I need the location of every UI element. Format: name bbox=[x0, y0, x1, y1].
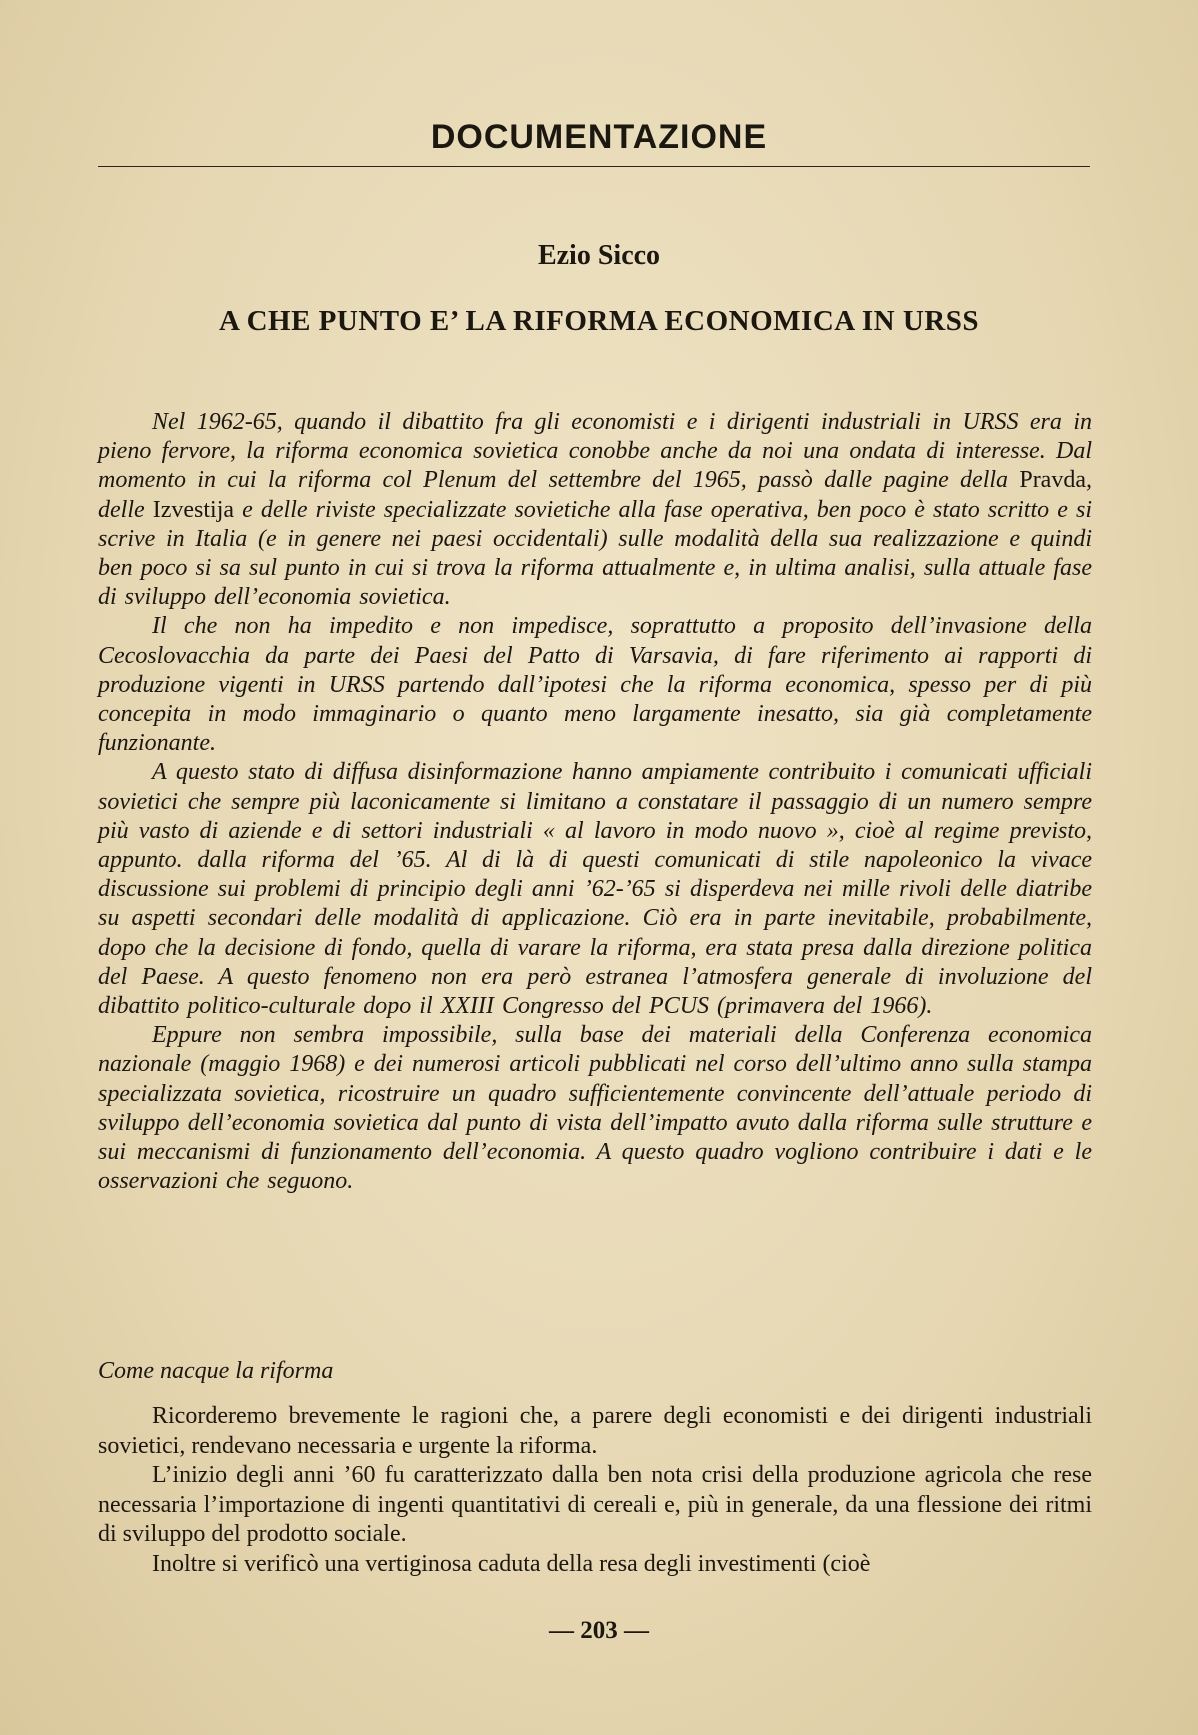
page-number: — 203 — bbox=[549, 1617, 649, 1644]
section-heading: DOCUMENTAZIONE bbox=[430, 118, 768, 156]
intro-text-run: Nel 1962-65, quando il dibattito fra gli economisti e i dirigenti industriali in URSS era in pieno fervore, la riforma economica sovietica conobbe anche da noi una ondata di interesse. Dal momento in cui la riforma col Plenum del settembre del 1965, passò dalle pagine della bbox=[98, 409, 1092, 494]
subsection-heading: Come nacque la riforma bbox=[98, 1358, 334, 1384]
main-text bbox=[98, 1402, 1092, 1579]
newspaper-name: Pravda bbox=[1019, 467, 1086, 494]
intro-text-run: e delle riviste specializzate sovietiche alla fase operativa, ben poco è stato scritto e si scrive in Italia (e in genere nei paesi occidentali) sulle modalità della sua realizzazione e quindi ben poco si sa sul punto in cui si trova la riforma attualmente e, in ultima analisi, sulla attuale fase di sviluppo dell’economia sovietica. bbox=[98, 496, 1092, 611]
intro-paragraph: A questo stato di diffusa disinformazione hanno ampiamente contribuito i comunicati ufficiali sovietici che sempre più laconicamente si limitano a constatare il passaggio di un numero sempre più vasto di aziende e di settori industriali « al lavoro in modo nuovo », cioè al regime previsto, appunto. dalla riforma del ’65. Al di là di questi comunicati di stile napoleonico la vivace discussione sui problemi di principio degli anni ’62-’65 si disperdeva nei mille rivoli delle diatribe su aspetti secondari delle modalità di applicazione. Ciò era in parte inevitabile, probabilmente, dopo che la decisione di fondo, quella di varare la riforma, era stata presa dalla direzione politica del Paese. A questo fenomeno non era però estranea l’atmosfera generale di involuzione del dibattito politico-culturale dopo il XXIII Congresso del PCUS (primavera del 1966). bbox=[98, 759, 1092, 1020]
article-title: A CHE PUNTO E’ LA RIFORMA ECONOMICA IN URSS bbox=[218, 305, 979, 337]
intro-paragraph: Il che non ha impedito e non impedisce, soprattutto a proposito dell’invasione della Cecoslovacchia da parte dei Paesi del Patto di Varsavia, di fare riferimento ai rapporti di produzione vigenti in URSS partendo dall’ipotesi che la riforma economica, spesso per di più concepita in modo immaginario o quanto meno largamente inesatto, sia già completamente funzionante. bbox=[98, 613, 1092, 757]
article-author: Ezio Sicco bbox=[537, 240, 661, 271]
intro-text bbox=[98, 408, 1092, 1196]
body-paragraph: Inoltre si verificò una vertiginosa caduta della resa degli investimenti (cioè bbox=[152, 1550, 871, 1577]
newspaper-name: Izvestija bbox=[152, 496, 235, 523]
header-rule bbox=[98, 166, 1090, 167]
body-paragraph: Ricorderemo brevemente le ragioni che, a parere degli economisti e dei dirigenti industriali sovietici, rendevano necessaria e urgente la riforma. bbox=[98, 1403, 1092, 1459]
intro-paragraph: Eppure non sembra impossibile, sulla base dei materiali della Conferenza economica nazionale (maggio 1968) e dei numerosi articoli pubblicati nel corso dell’ultimo anno sulla stampa specializzata sovietica, ricostruire un quadro sufficientemente convincente dell’attuale periodo di sviluppo dell’economia sovietica dal punto di vista dell’impatto avuto dalla riforma sulle strutture e sui meccanismi di funzionamento dell’economia. A questo quadro vogliono contribuire i dati e le osservazioni che seguono. bbox=[98, 1022, 1092, 1195]
body-paragraph: L’inizio degli anni ’60 fu caratterizzato dalla ben nota crisi della produzione agricola che rese necessaria l’importazione di ingenti quantitativi di cereali e, più in generale, da una flessione dei ritmi di sviluppo del prodotto sociale. bbox=[98, 1462, 1092, 1547]
intro-text-run: , delle bbox=[98, 467, 1092, 523]
intro-paragraph bbox=[98, 408, 1092, 612]
